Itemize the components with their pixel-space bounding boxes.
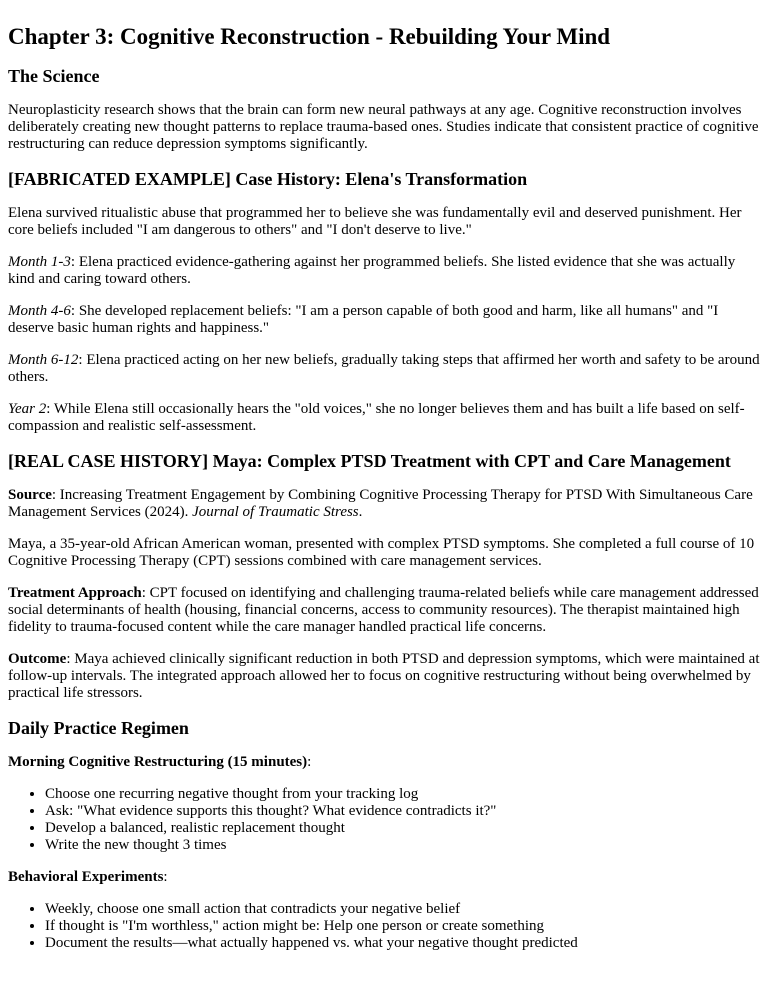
- science-heading: The Science: [8, 66, 100, 86]
- elena-phase-4: [8, 401, 764, 435]
- maya-outcome: [8, 651, 764, 702]
- approach-label: Treatment Approach: [8, 585, 142, 601]
- morning-restructuring-label: [8, 754, 764, 771]
- source-label: Source: [8, 487, 52, 503]
- source-journal: Journal of Traumatic Stress: [192, 504, 359, 520]
- phase-label: Month 4-6: [8, 303, 71, 319]
- morning-suffix: :: [307, 754, 312, 770]
- elena-phase-1: [8, 254, 764, 288]
- list-item: • Weekly, choose one small action that contradicts your negative belief: [45, 901, 764, 918]
- list-item: • Write the new thought 3 times: [45, 837, 764, 854]
- phase-text: : She developed replacement beliefs: "I am a person capable of both good and harm, like all humans" and "I deserve basic human rights and happiness.": [8, 303, 719, 336]
- daily-practice-heading: Daily Practice Regimen: [8, 718, 189, 738]
- elena-phase-3: [8, 352, 764, 386]
- outcome-label: Outcome: [8, 651, 67, 667]
- phase-label: Month 6-12: [8, 352, 79, 368]
- maya-intro: Maya, a 35-year-old African American woman, presented with complex PTSD symptoms. She completed a full course of 10 Cognitive Processing Therapy (CPT) sessions combined with care management services.: [8, 536, 755, 569]
- list-item: • Ask: "What evidence supports this thought? What evidence contradicts it?": [45, 803, 764, 820]
- maya-approach: [8, 585, 764, 636]
- elena-intro: Elena survived ritualistic abuse that programmed her to believe she was fundamentally evil and deserved punishment. Her core beliefs included "I am dangerous to others" and "I don't deserve to live.": [8, 205, 742, 238]
- behavioral-list: [8, 901, 764, 952]
- outcome-text: : Maya achieved clinically significant reduction in both PTSD and depression symptoms, which were maintained at follow-up intervals. The integrated approach allowed her to focus on cognitive restructuring without being overwhelmed by practical life stressors.: [8, 651, 760, 701]
- morning-list: [8, 786, 764, 854]
- source-end: .: [358, 504, 363, 520]
- behavioral-suffix: :: [163, 869, 168, 885]
- chapter-title: Chapter 3: Cognitive Reconstruction - Rebuilding Your Mind: [8, 24, 611, 49]
- list-item: • Develop a balanced, realistic replacement thought: [45, 820, 764, 837]
- source-text: : Increasing Treatment Engagement by Combining Cognitive Processing Therapy for PTSD With Simultaneous Care Management Services (2024).: [8, 487, 753, 520]
- list-item: • Document the results—what actually happened vs. what your negative thought predicted: [45, 935, 764, 952]
- phase-text: : Elena practiced evidence-gathering against her programmed beliefs. She listed evidence that she was actually kind and caring toward others.: [8, 254, 736, 287]
- elena-phase-2: [8, 303, 764, 337]
- maya-source: [8, 487, 764, 521]
- approach-text: : CPT focused on identifying and challenging trauma-related beliefs while care management addressed social determinants of health (housing, financial concerns, access to community resources). The therapist maintained high fidelity to trauma-focused content while the care manager handled practical life concerns.: [8, 585, 759, 635]
- morning-label: Morning Cognitive Restructuring (15 minutes): [8, 754, 308, 770]
- behavioral-experiments-label: [8, 869, 764, 886]
- list-item: • If thought is "I'm worthless," action might be: Help one person or create something: [45, 918, 764, 935]
- science-paragraph: Neuroplasticity research shows that the brain can form new neural pathways at any age. Cognitive reconstruction involves deliberately creating new thought patterns to replace trauma-based ones. Studies indicate that consistent practice of cognitive restructuring can reduce depression symptoms significantly.: [8, 102, 759, 152]
- phase-label: Year 2: [8, 401, 47, 417]
- phase-text: : While Elena still occasionally hears the "old voices," she no longer believes them and has built a life based on self-compassion and realistic self-assessment.: [8, 401, 745, 434]
- behavioral-label: Behavioral Experiments: [8, 869, 164, 885]
- list-item: • Choose one recurring negative thought from your tracking log: [45, 786, 764, 803]
- elena-heading: [FABRICATED EXAMPLE] Case History: Elena's Transformation: [8, 169, 528, 189]
- phase-text: : Elena practiced acting on her new beliefs, gradually taking steps that affirmed her worth and safety to be around others.: [8, 352, 760, 385]
- maya-heading: [REAL CASE HISTORY] Maya: Complex PTSD Treatment with CPT and Care Management: [8, 451, 731, 471]
- phase-label: Month 1-3: [8, 254, 71, 270]
